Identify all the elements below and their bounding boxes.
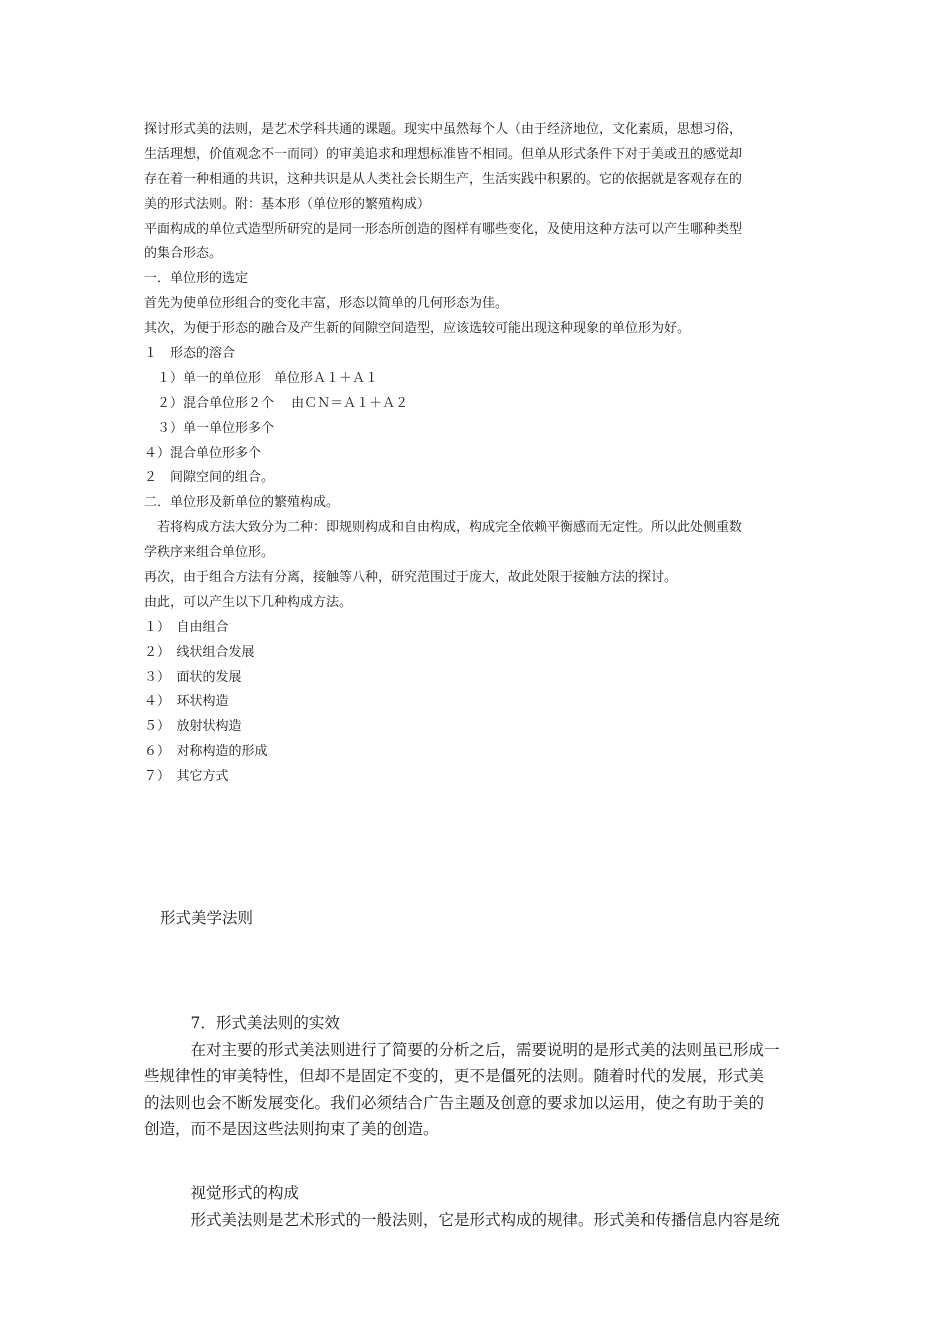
text-line: 若将构成方法大致分为二种：即规则构成和自由构成，构成完全依赖平衡感而无定性。所以此处侧重数 xyxy=(144,520,743,536)
text-line: 探讨形式美的法则，是艺术学科共通的课题。现实中虽然每个人（由于经济地位，文化素质，思想习俗， xyxy=(144,122,743,137)
section-heading: 视觉形式的构成 xyxy=(144,1184,300,1202)
list-item: ４）混合单位形多个 xyxy=(144,445,262,461)
text-line: 创造，而不是因这些法则拘束了美的创造。 xyxy=(144,1120,439,1138)
list-item: ６） 对称构造的形成 xyxy=(144,744,268,760)
text-line: 的集合形态。 xyxy=(144,246,223,262)
section-unit-form xyxy=(144,118,814,790)
text-line: 再次，由于组合方法有分离，接触等八种，研究范围过于庞大，故此处限于接触方法的探讨。 xyxy=(144,570,678,586)
section-heading: 二．单位形及新单位的繁殖构成。 xyxy=(144,495,340,511)
text-line: 些规律性的审美特性，但却不是固定不变的，更不是僵死的法则。随着时代的发展，形式美 xyxy=(144,1067,765,1085)
text-line: 学秩序来组合单位形。 xyxy=(144,545,275,561)
text-line: 由此，可以产生以下几种构成方法。 xyxy=(144,594,353,610)
text-line: 其次，为便于形态的融合及产生新的间隙空间造型，应该选较可能出现这种现象的单位形为好。 xyxy=(144,321,691,337)
text-line: 形式美法则是艺术形式的一般法则，它是形式构成的规律。形式美和传播信息内容是统 xyxy=(144,1210,780,1229)
text-line: 的法则也会不断发展变化。我们必须结合广告主题及创意的要求加以运用，使之有助于美的 xyxy=(144,1093,765,1112)
text-line: 美的形式法则。附：基本形（单位形的繁殖构成） xyxy=(144,196,431,212)
list-item: ５） 放射状构造 xyxy=(144,719,242,735)
list-item: １） 自由组合 xyxy=(144,619,229,635)
text-line: 存在着一种相通的共识，这种共识是从人类社会长期生产，生活实践中积累的。它的依据就是客观存在的 xyxy=(144,171,743,187)
page-heading: 形式美学法则 xyxy=(160,909,254,927)
text-line: 首先为使单位形组合的变化丰富，形态以简单的几何形态为佳。 xyxy=(144,296,509,312)
section-heading: 7．形式美法则的实效 xyxy=(144,1014,340,1032)
text-line: 平面构成的单位式造型所研究的是同一形态所创造的图样有哪些变化，及使用这种方法可以产生哪种类型 xyxy=(144,221,743,237)
section-effectiveness xyxy=(144,1010,816,1143)
list-item: ４） 环状构造 xyxy=(144,694,229,710)
list-item: ２ 间隙空间的组合。 xyxy=(144,470,275,486)
list-item: ３）单一单位形多个 xyxy=(144,420,275,436)
text-line: 在对主要的形式美法则进行了简要的分析之后，需要说明的是形式美的法则虽已形成一 xyxy=(144,1040,780,1059)
list-item: ２） 线状组合发展 xyxy=(144,644,255,660)
text-line: 生活理想，价值观念不一而同）的审美追求和理想标准皆不相同。但单从形式条件下对于美或丑的感觉却 xyxy=(144,146,743,162)
section-heading: 一．单位形的选定 xyxy=(144,271,249,287)
list-item: ７） 其它方式 xyxy=(144,769,229,785)
list-item: ３） 面状的发展 xyxy=(144,669,242,685)
section-visual-form xyxy=(144,1180,816,1233)
list-item: １）单一的单位形 单位形Ａ１＋Ａ１ xyxy=(144,370,379,386)
list-item: ２）混合单位形２个 由ＣＮ＝Ａ１＋Ａ２ xyxy=(144,395,409,411)
list-item: １ 形态的溶合 xyxy=(144,346,236,362)
